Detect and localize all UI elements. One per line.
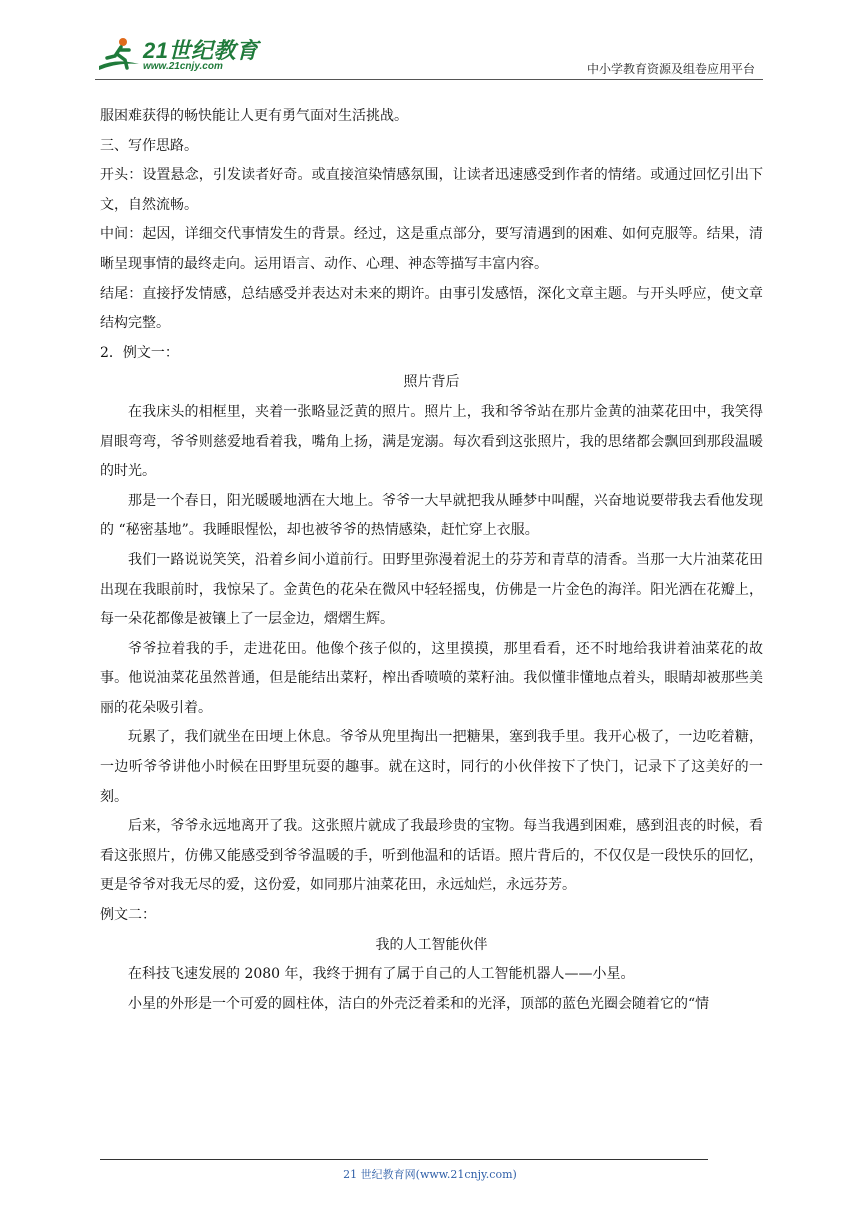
header-divider — [95, 79, 763, 80]
paragraph: 玩累了，我们就坐在田埂上休息。爷爷从兜里掏出一把糖果，塞到我手里。我开心极了，一边吃着糖，一边听爷爷讲他小时候在田野里玩耍的趣事。就在这时，同行的小伙伴按下了快门，记录下了这美好的一刻。 — [100, 729, 763, 805]
paragraph: 结尾：直接抒发情感，总结感受并表达对未来的期许。由事引发感悟，深化文章主题。与开头呼应，使文章结构完整。 — [100, 285, 763, 332]
paragraph: 服困难获得的畅快能让人更有勇气面对生活挑战。 — [100, 108, 408, 124]
paragraph: 2．例文一： — [100, 344, 179, 361]
paragraph: 在科技飞速发展的 2080 年，我终于拥有了属于自己的人工智能机器人——小星。 — [128, 966, 635, 983]
footer-text[interactable]: 21 世纪教育网(www.21cnjy.com) — [343, 1168, 517, 1181]
footer-divider — [100, 1159, 708, 1160]
paragraph: 在我床头的相框里，夹着一张略显泛黄的照片。照片上，我和爷爷站在那片金黄的油菜花田中，我笑得眉眼弯弯，爷爷则慈爱地看着我，嘴角上扬，满是宠溺。每次看到这张照片，我的思绪都会飘回到那段温暖的时光。 — [100, 403, 763, 480]
paragraph: 开头：设置悬念，引发读者好奇。或直接渲染情感氛围，让读者迅速感受到作者的情绪。或通过回忆引出下文，自然流畅。 — [100, 167, 763, 213]
logo-url: www.21cnjy.com — [143, 61, 223, 72]
site-logo[interactable] — [95, 32, 265, 78]
paragraph: 那是一个春日，阳光暖暖地洒在大地上。爷爷一大早就把我从睡梦中叫醒，兴奋地说要带我去看他发现的 “秘密基地”。我睡眼惺忪，却也被爷爷的热情感染，赶忙穿上衣服。 — [100, 492, 763, 539]
paragraph: 三、写作思路。 — [100, 137, 198, 154]
essay-title: 我的人工智能伙伴 — [375, 936, 488, 953]
runner-logo-icon — [97, 36, 141, 74]
page-header — [95, 32, 763, 80]
platform-name: 中小学教育资源及组卷应用平台 — [586, 62, 755, 76]
paragraph: 小星的外形是一个可爱的圆柱体，洁白的外壳泛着柔和的光泽，顶部的蓝色光圈会随着它的“情 — [128, 995, 710, 1012]
paragraph: 例文二： — [100, 907, 156, 924]
logo-text: 21世纪教育 — [143, 38, 259, 63]
paragraph: 中间：起因，详细交代事情发生的背景。经过，这是重点部分，要写清遇到的困难、如何克服等。结果，清晰呈现事情的最终走向。运用语言、动作、心理、神态等描写丰富内容。 — [100, 226, 763, 272]
essay-title: 照片背后 — [403, 374, 460, 391]
paragraph: 爷爷拉着我的手，走进花田。他像个孩子似的，这里摸摸，那里看看，还不时地给我讲着油菜花的故事。他说油菜花虽然普通，但是能结出菜籽，榨出香喷喷的菜籽油。我似懂非懂地点着头，眼睛却被那些美丽的花朵吸引着。 — [100, 640, 763, 716]
paragraph: 后来，爷爷永远地离开了我。这张照片就成了我最珍贵的宝物。每当我遇到困难，感到沮丧的时候，看看这张照片，仿佛又能感受到爷爷温暖的手，听到他温和的话语。照片背后的，不仅仅是一段快乐的回忆，更是爷爷对我无尽的爱，这份爱，如同那片油菜花田，永远灿烂，永远芬芳。 — [100, 818, 763, 894]
document-body — [100, 102, 763, 1019]
paragraph: 我们一路说说笑笑，沿着乡间小道前行。田野里弥漫着泥土的芬芳和青草的清香。当那一大片油菜花田出现在我眼前时，我惊呆了。金黄色的花朵在微风中轻轻摇曳，仿佛是一片金色的海洋。阳光洒在花瓣上，每一朵花都像是被镶上了一层金边，熠熠生辉。 — [100, 551, 763, 628]
